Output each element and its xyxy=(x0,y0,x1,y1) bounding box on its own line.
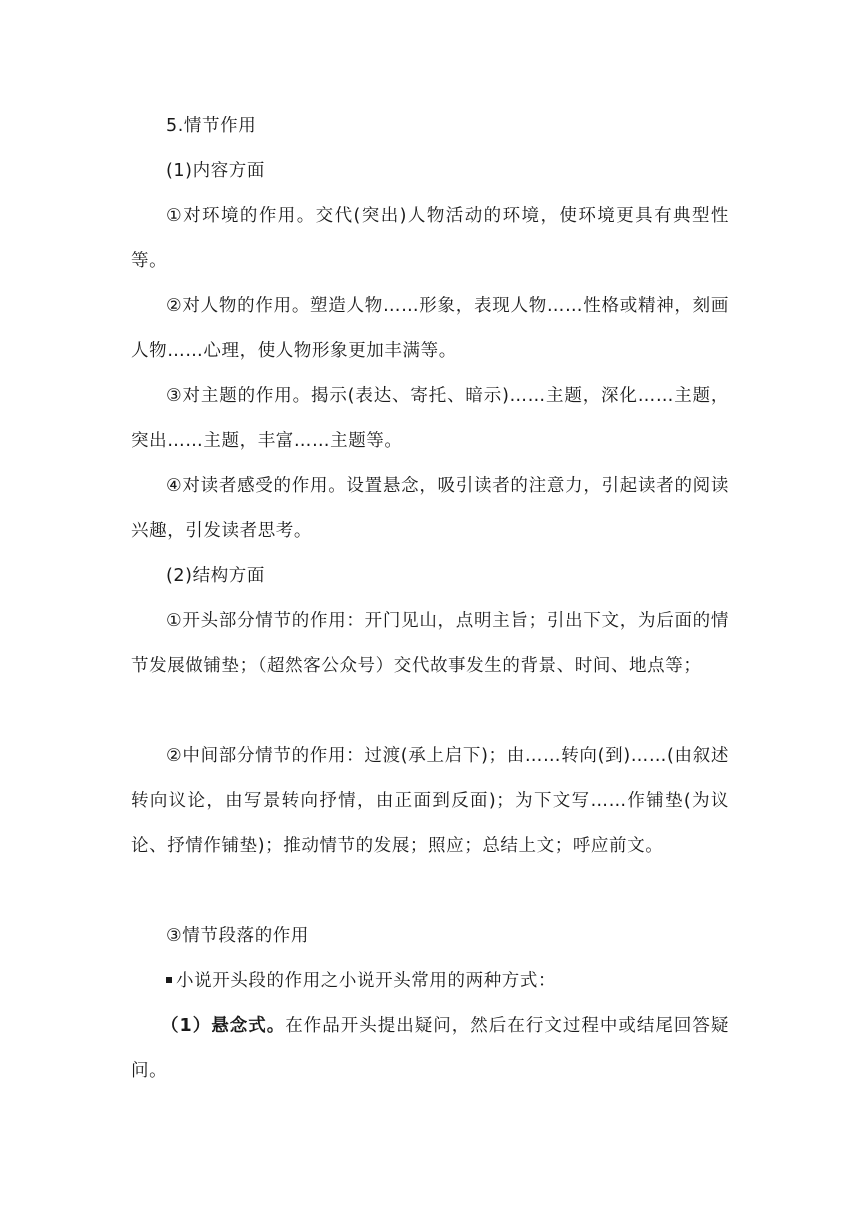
content-item-reader: ④对读者感受的作用。设置悬念，吸引读者的注意力，引起读者的阅读兴趣，引发读者思考。 xyxy=(131,476,729,541)
structure-item-opening: ①开头部分情节的作用：开门见山，点明主旨；引出下文，为后面的情节发展做铺垫；（超然客公众号）交代故事发生的背景、时间、地点等； xyxy=(131,611,729,676)
content-heading: (1)内容方面 xyxy=(166,161,265,181)
bullet-paragraph xyxy=(131,959,729,1004)
content-item-character: ②对人物的作用。塑造人物……形象，表现人物……性格或精神，刻画人物……心理，使人物形象更加丰满等。 xyxy=(131,296,729,361)
section-title: 5.情节作用 xyxy=(166,116,257,136)
content-item-theme: ③对主题的作用。揭示(表达、寄托、暗示)……主题，深化……主题，突出……主题，丰富……主题等。 xyxy=(131,386,729,451)
content-item-environment: ①对环境的作用。交代(突出)人物活动的环境，使环境更具有典型性等。 xyxy=(131,206,729,271)
method-text: 在作品开头提出疑问，然后在行文过程中或结尾回答疑问。 xyxy=(131,1016,729,1081)
structure-item-middle: ②中间部分情节的作用：过渡(承上启下)；由……转向(到)……(由叙述转向议论，由写景转向抒情，由正面到反面)；为下文写……作铺垫(为议论、抒情作铺垫)；推动情节的发展；照应；总结上文；呼应前文。 xyxy=(131,746,729,856)
method-label: （1）悬念式。 xyxy=(161,1016,286,1036)
structure-item-paragraph: ③情节段落的作用 xyxy=(166,926,309,946)
method-suspense xyxy=(131,1004,729,1094)
structure-heading: (2)结构方面 xyxy=(166,566,265,586)
square-bullet-icon xyxy=(166,977,172,983)
bullet-text: 小说开头段的作用之小说开头常用的两种方式： xyxy=(176,971,557,991)
